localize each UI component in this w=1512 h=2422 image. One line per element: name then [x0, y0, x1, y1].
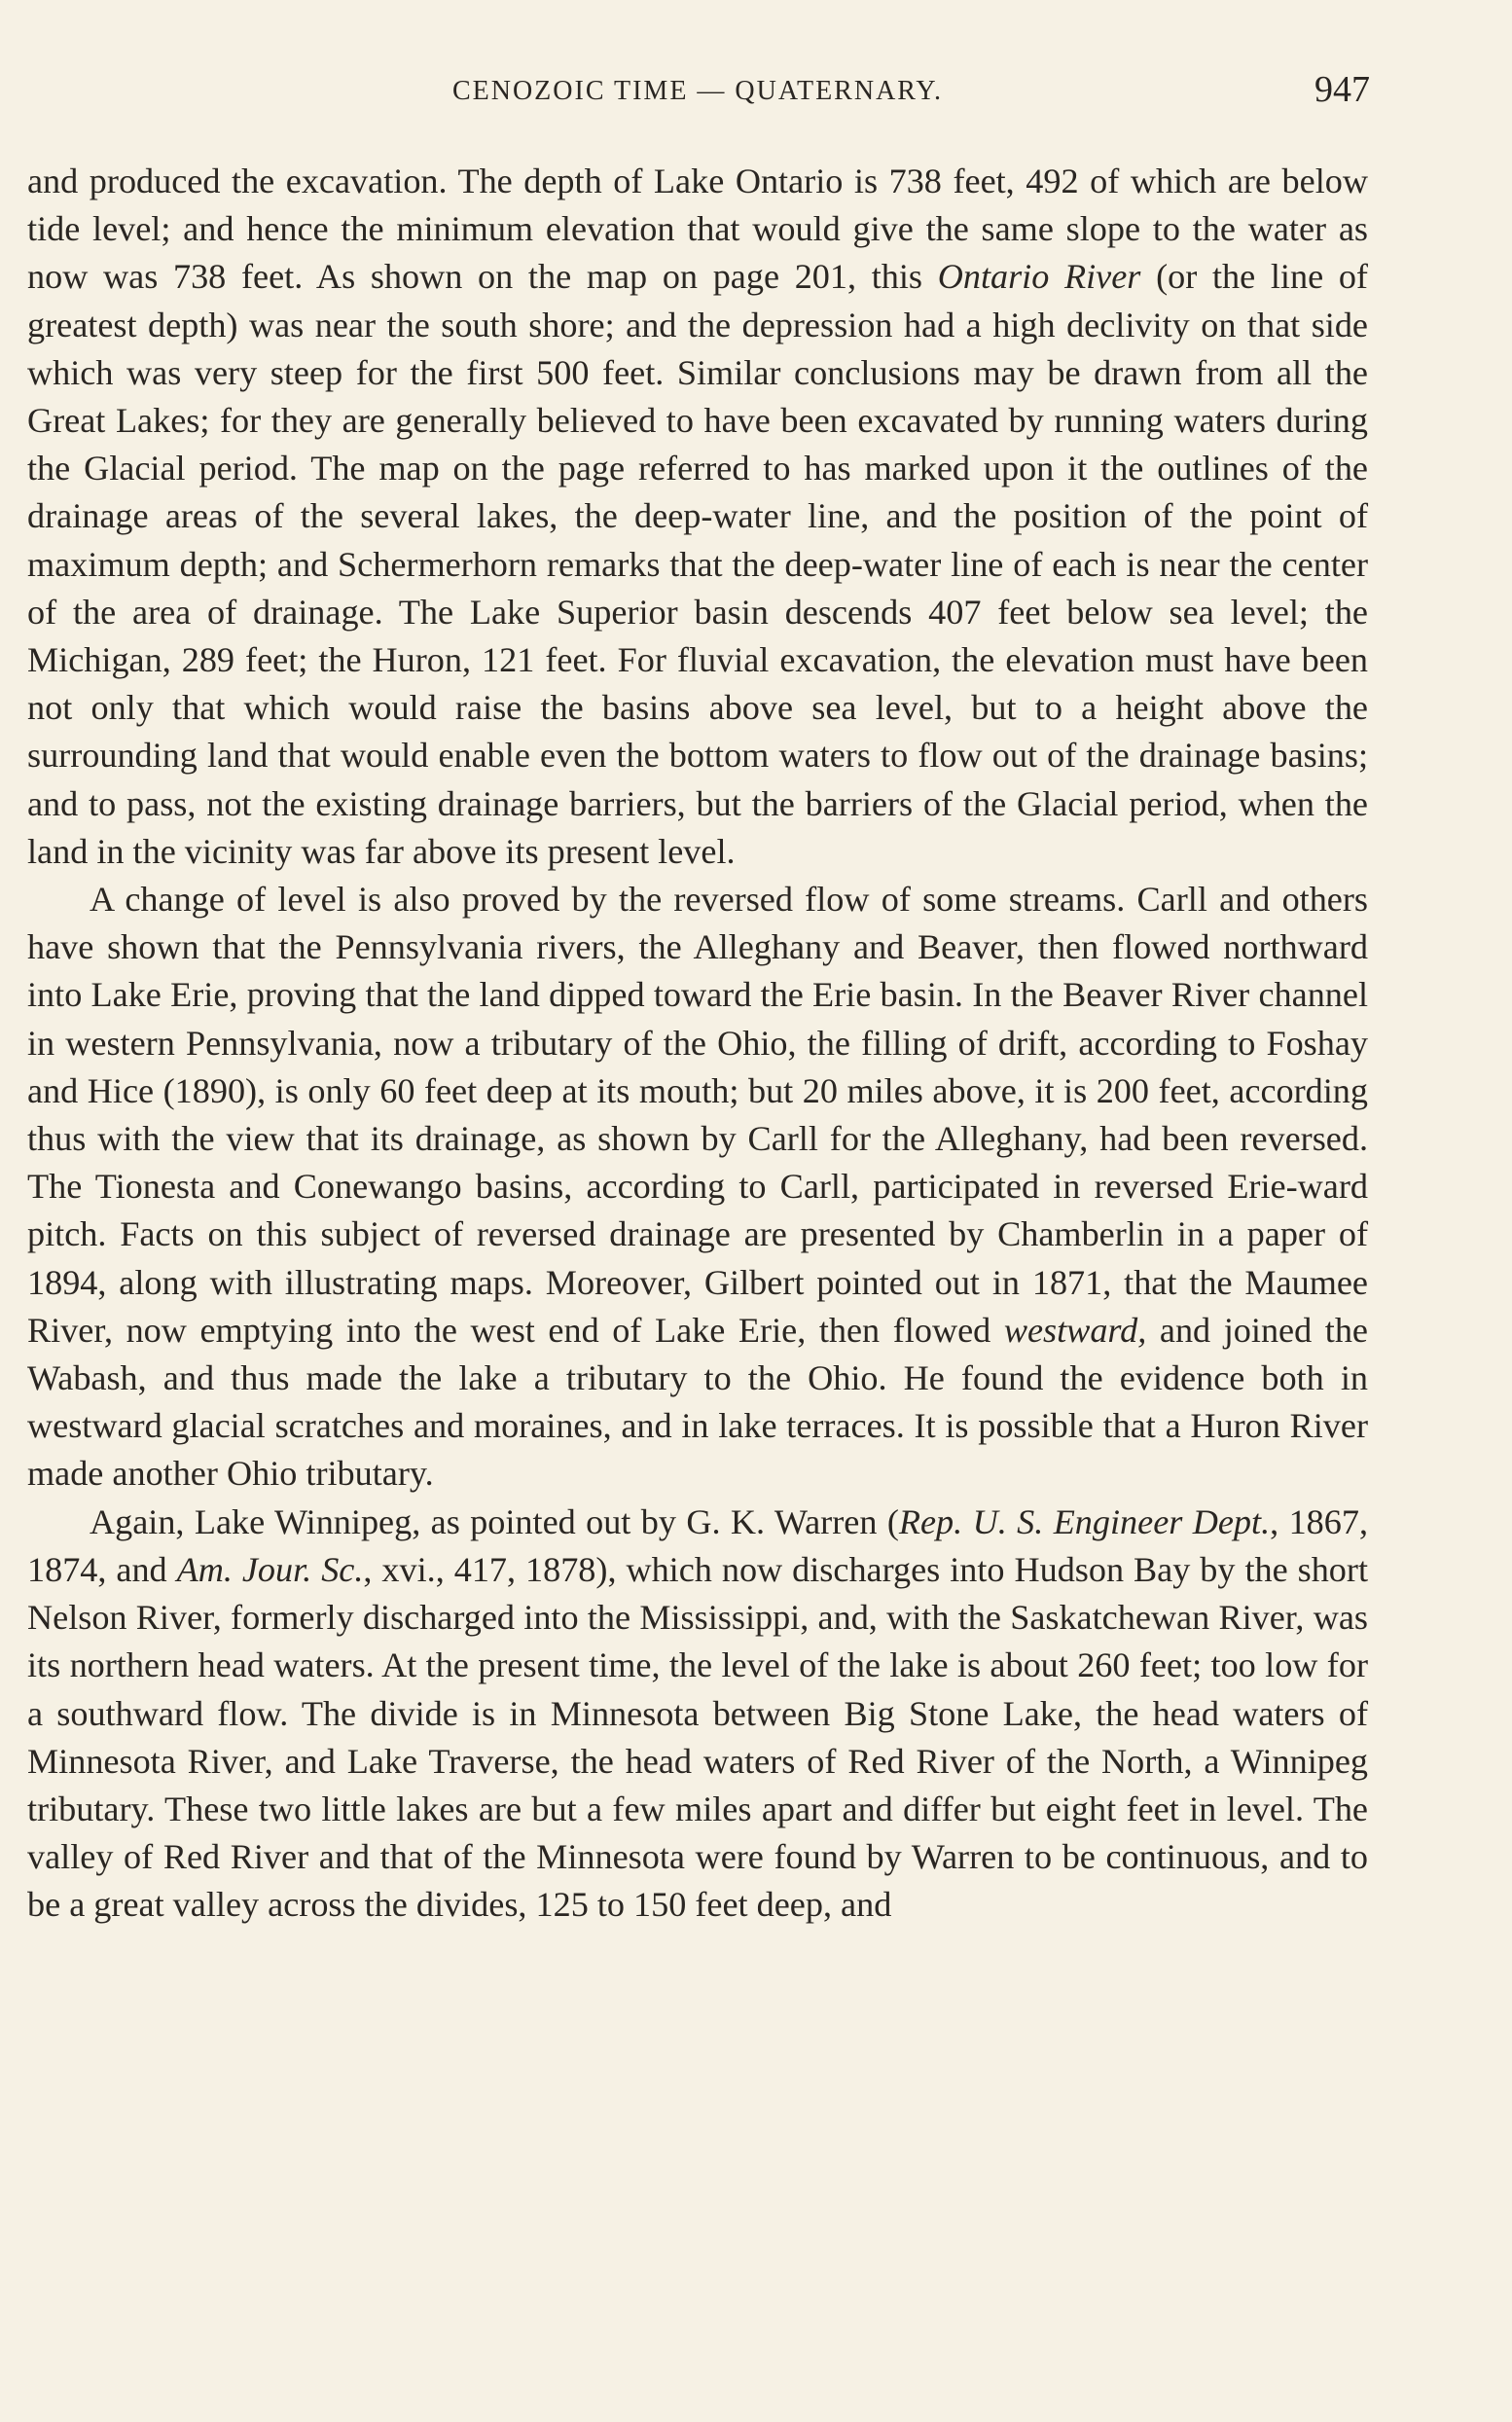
text-run: and joined the Wabash, and thus made the lake a tributary to the Ohio. He found the evidence both in westward glacial scratches and moraines, and in lake terraces. It is possible that a Huron River made another Ohio tributary. — [27, 1310, 1368, 1494]
text-run: A change of level is also proved by the reversed flow of some streams. Carll and others have shown that the Pennsylvania rivers, the Alleghany and Beaver, then flowed northward into Lake Erie, proving that the land dipped toward the Erie basin. In the Beaver River channel in western Pennsylvania, now a tributary of the Ohio, the filling of drift, according to Foshay and Hice (1890), is only 60 feet deep at its mouth; but 20 miles above, it is 200 feet, according thus with the view that its drainage, as shown by Carll for the Alleghany, had been reversed. The Tionesta and Conewango basins, according to Carll, participated in reversed Erie-ward pitch. Facts on this subject of reversed drainage are presented by Chamberlin in a paper of 1894, along with illustrating maps. Moreover, Gilbert pointed out in 1871, that the Maumee River, now emptying into the west end of Lake Erie, then flowed — [27, 880, 1368, 1350]
running-head — [27, 64, 1368, 125]
italic-citation-engineer-dept: Rep. U. S. Engineer Dept. — [898, 1501, 1271, 1541]
paragraph-lake-ontario — [27, 158, 1368, 876]
book-page — [27, 64, 1368, 1930]
text-run: Again, Lake Winnipeg, as pointed out by G. K. Warren ( — [90, 1501, 899, 1541]
italic-ontario-river: Ontario River — [937, 257, 1141, 297]
running-title: CENOZOIC TIME — QUATERNARY. — [451, 76, 944, 106]
italic-citation-am-jour-sc: Am. Jour. Sc. — [176, 1549, 364, 1589]
text-run: , 1867, 1874, and — [27, 1501, 1369, 1589]
italic-westward: westward, — [1003, 1310, 1147, 1350]
body-text — [27, 158, 1368, 1930]
page-number: 947 — [1314, 69, 1370, 110]
paragraph-reversed-flow — [27, 876, 1368, 1499]
text-run: , xvi., 417, 1878), which now discharges into Hudson Bay by the short Nelson River, formerly discharged into the Mississippi, and, with the Saskatchewan River, was its northern head waters. At the present time, the level of the lake is about 260 feet; too low for a southward flow. The divide is in Minnesota between Big Stone Lake, the head waters of Minnesota River, and Lake Traverse, the head waters of Red River of the North, a Winnipeg tributary. These two little lakes are but a few miles apart and differ but eight feet in level. The valley of Red River and that of the Minnesota were found by Warren to be continuous, and to be a great valley across the divides, 125 to 150 feet deep, and — [27, 1549, 1368, 1925]
text-run: and produced the excavation. The depth of Lake Ontario is 738 feet, 492 of which are below tide level; and hence the minimum elevation that would give the same slope to the water as now was 738 feet. As shown on the map on page 201, this — [27, 162, 1368, 297]
paragraph-lake-winnipeg — [27, 1499, 1368, 1930]
text-run: (or the line of greatest depth) was near the south shore; and the depression had a high declivity on that side which was very steep for the first 500 feet. Similar conclusions may be drawn from all the Great Lakes; for they are generally believed to have been excavated by running waters during the Glacial period. The map on the page referred to has marked upon it the outlines of the drainage areas of the several lakes, the deep-water line, and the position of the point of maximum depth; and Schermerhorn remarks that the deep-water line of each is near the center of the area of drainage. The Lake Superior basin descends 407 feet below sea level; the Michigan, 289 feet; the Huron, 121 feet. For fluvial excavation, the elevation must have been not only that which would raise the basins above sea level, but to a height above the surrounding land that would enable even the bottom waters to flow out of the drainage basins; and to pass, not the existing drainage barriers, but the barriers of the Glacial period, when the land in the vicinity was far above its present level. — [27, 257, 1368, 871]
